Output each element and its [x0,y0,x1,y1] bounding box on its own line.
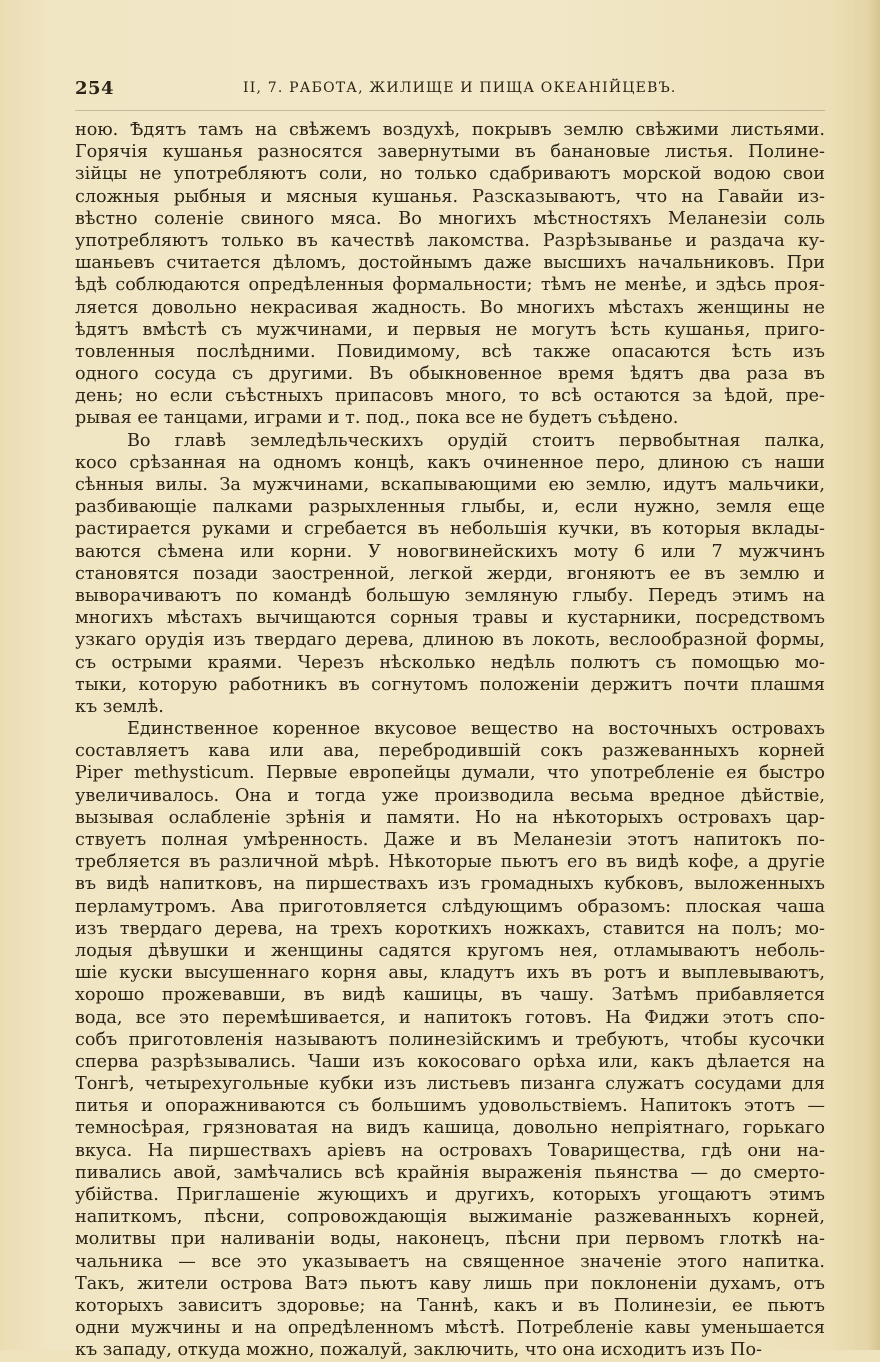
page-header [75,78,825,104]
text-line: зійцы не употребляютъ соли, но только сдабриваютъ морской водою свои [75,164,825,185]
text-line: которыхъ зависитъ здоровье; на Таннѣ, какъ и въ Полинезіи, ее пьютъ [75,1295,825,1316]
text-line: сѣнныя вилы. За мужчинами, вскапывающими ею землю, идутъ мальчики, [75,475,825,495]
text-line: къ землѣ. [75,696,164,717]
paragraph [75,119,825,430]
text-line: увеличивалось. Она и тогда уже производила весьма вредное дѣйствіе, [75,785,825,806]
text-line: ною. Ѣдятъ тамъ на свѣжемъ воздухѣ, покрывъ землю свѣжими листьями. [75,120,825,140]
text-line: косо срѣзанная на одномъ концѣ, какъ очиненное перо, длиною съ наши [75,452,825,473]
text-line: сложныя рыбныя и мясныя кушанья. Разсказываютъ, что на Гавайи из- [75,186,825,207]
text-line: одного сосуда съ другими. Въ обыкновенное время ѣдятъ два раза въ [75,364,825,385]
running-head: II, 7. РАБОТА, ЖИЛИЩЕ И ПИЩА ОКЕАНІЙЦЕВЪ. [243,80,677,96]
text-line: рывая ее танцами, играми и т. под., пока все не будетъ съѣдено. [75,408,679,429]
text-line: Тонгѣ, четырехугольные кубки изъ листьевъ пизанга служатъ сосудами для [75,1074,825,1095]
text-line: сперва разрѣзывались. Чаши изъ кокосоваго орѣха или, какъ дѣлается на [75,1051,825,1072]
paragraph [75,718,825,1361]
text-line: вода, все это перемѣшивается, и напитокъ готовъ. На Фиджи этотъ спо- [75,1007,825,1028]
text-line: ляется довольно некрасивая жадность. Во многихъ мѣстахъ женщины не [75,297,825,318]
text-line: тыки, которую работникъ въ согнутомъ положеніи держитъ почти плашмя [75,674,825,695]
text-line: съ острыми краями. Черезъ нѣсколько недѣль полютъ съ помощью мо- [75,652,825,673]
text-line: перламутромъ. Ава приготовляется слѣдующимъ образомъ: плоская чаша [75,896,825,917]
text-line: хорошо прожевавши, въ видѣ кашицы, въ чашу. Затѣмъ прибавляется [75,985,825,1006]
text-line: темносѣрая, грязноватая на видъ кашица, довольно непріятнаго, горькаго [75,1118,825,1139]
text-line: ѣдятъ вмѣстѣ съ мужчинами, и первыя не могутъ ѣсть кушанья, приго- [75,319,825,340]
text-line: Горячія кушанья разносятся завернутыми въ банановые листья. Полине- [75,142,825,163]
page-number: 254 [75,78,115,99]
text-line: одни мужчины и на опредѣленномъ мѣстѣ. Потребленіе кавы уменьшается [75,1318,825,1339]
text-line: ваются сѣмена или корни. У новогвинейскихъ моту 6 или 7 мужчинъ [75,541,825,562]
text-line: товленныя послѣдними. Повидимому, всѣ также опасаются ѣсть изъ [75,341,825,362]
text-line: Piper methysticum. Первые европейцы думали, что употребленіе ея быстро [75,763,825,784]
header-divider [75,110,825,111]
text-line: Такъ, жители острова Ватэ пьютъ каву лишь при поклоненіи духамъ, отъ [75,1273,825,1294]
text-line: къ западу, откуда можно, пожалуй, заключить, что она исходитъ изъ По- [75,1340,762,1361]
text-line: изъ твердаго дерева, на трехъ короткихъ ножкахъ, ставится на полъ; мо- [75,918,825,939]
text-line: напиткомъ, пѣсни, сопровождающія выжиманіе разжеванныхъ корней, [75,1207,825,1228]
text-line: собъ приготовленія называютъ полинезійскимъ и требуютъ, чтобы кусочки [75,1029,825,1050]
text-line: ѣдѣ соблюдаются опредѣленныя формальности; тѣмъ не менѣе, и здѣсь проя- [75,275,825,296]
text-line: ствуетъ полная умѣренность. Даже и въ Меланезіи этотъ напитокъ по- [75,830,825,850]
paragraph [75,430,825,718]
text-line: лодыя дѣвушки и женщины садятся кругомъ нея, отламываютъ неболь- [75,940,825,961]
text-line: Единственное коренное вкусовое вещество на восточныхъ островахъ [127,719,825,740]
text-line: день; но если съѣстныхъ припасовъ много, то всѣ остаются за ѣдой, пре- [75,386,825,407]
text-line: убійства. Приглашеніе жующихъ и другихъ, которыхъ угощаютъ этимъ [75,1185,825,1205]
text-line: требляется въ различной мѣрѣ. Нѣкоторые пьютъ его въ видѣ кофе, а другіе [75,852,825,873]
text-line: многихъ мѣстахъ вычищаются сорныя травы и кустарники, посредствомъ [75,608,825,629]
text-line: въ видѣ напитковъ, на пиршествахъ изъ громадныхъ кубковъ, выложенныхъ [75,874,825,895]
text-line: вкуса. На пиршествахъ аріевъ на островахъ Товарищества, гдѣ они на- [75,1140,825,1161]
page-edge-shadow [868,0,880,1350]
text-line: чальника — все это указываетъ на священное значеніе этого напитка. [75,1251,825,1272]
text-line: Во главѣ земледѣльческихъ орудій стоитъ первобытная палка, [127,430,825,451]
text-line: шаньевъ считается дѣломъ, достойнымъ даже высшихъ начальниковъ. При [75,253,825,274]
text-line: употребляютъ только въ качествѣ лакомства. Разрѣзыванье и раздача ку- [75,230,825,251]
text-line: вызывая ослабленіе зрѣнія и памяти. Но на нѣкоторыхъ островахъ цар- [75,807,825,828]
text-line: молитвы при наливаніи воды, наконецъ, пѣсни при первомъ глоткѣ на- [75,1229,825,1250]
text-line: пивались авой, замѣчались всѣ крайнія выраженія пьянства — до смерто- [75,1162,825,1183]
text-line: вѣстно соленіе свиного мяса. Во многихъ мѣстностяхъ Меланезіи соль [75,208,825,229]
text-line: становятся позади заостренной, легкой жерди, вгоняютъ ее въ землю и [75,563,825,584]
text-line: узкаго орудія изъ твердаго дерева, длиною въ локоть, веслообразной формы, [75,630,825,651]
text-line: разбивающіе палками разрыхленныя глыбы, и, если нужно, земля еще [75,497,825,518]
text-line: шіе куски высушеннаго корня авы, кладутъ ихъ въ ротъ и выплевываютъ, [75,963,825,984]
text-line: растирается руками и сгребается въ небольшія кучки, въ которыя вклады- [75,519,825,540]
text-line: выворачиваютъ по командѣ большую земляную глыбу. Передъ этимъ на [75,585,825,606]
text-line: составляетъ кава или ава, перебродившій сокъ разжеванныхъ корней [75,741,825,762]
page-body [75,119,825,1362]
text-line: питья и опоражниваются съ большимъ удовольствіемъ. Напитокъ этотъ — [75,1096,825,1117]
